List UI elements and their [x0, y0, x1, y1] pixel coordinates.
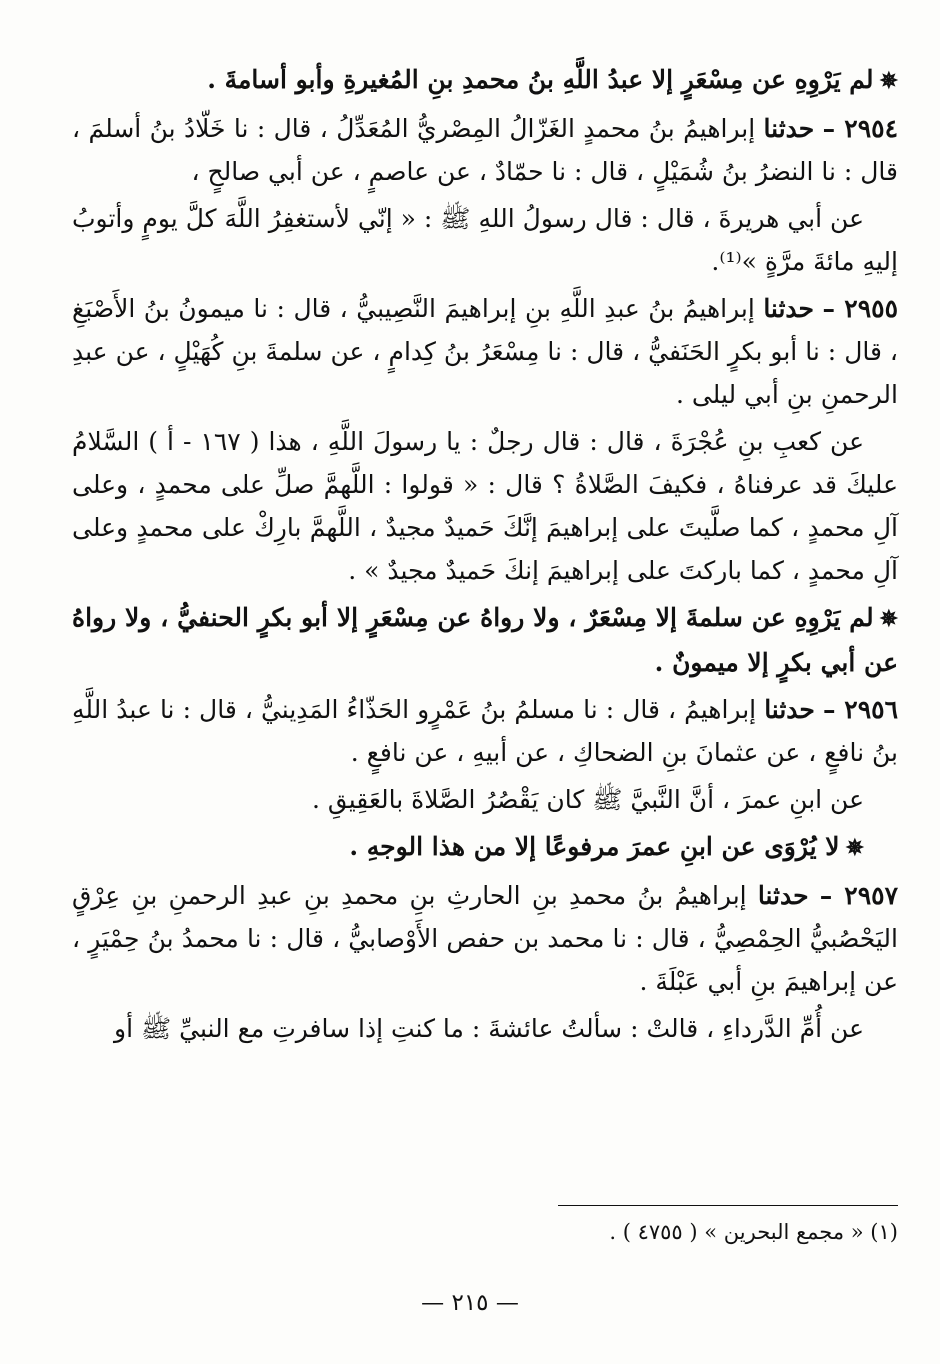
hadith-2957: ٢٩٥٧ – حدثنا إبراهيمُ بنُ محمدِ بنِ الحارثِ بنِ محمدِ بنِ عبدِ الرحمنِ بنِ عِرْقٍ اليَحْصُبيُّ الحِمْصِيُّ ، قال : نا محمد بن حفص الأَوْصابيُّ ، قال : نا محمدُ بنُ حِمْيَرٍ ، عن إبراهيمَ بنِ أبي عَبْلَةَ . — [72, 881, 898, 996]
star-icon: ✵ — [845, 835, 864, 861]
hadith-2955: ٢٩٥٥ – حدثنا إبراهيمُ بنُ عبدِ اللَّهِ بنِ إبراهيمَ النَّصِيبيُّ ، قال : نا ميمونُ بنُ الأَصْبَغِ ، قال : نا أبو بكرٍ الحَنَفيُّ ، قال : نا مِسْعَرُ بنُ كِدامٍ ، عن سلمةَ بنِ كُهَيْلٍ ، عن عبدِ الرحمنِ بنِ أبي ليلى . — [72, 294, 899, 409]
star-icon: ✵ — [879, 606, 898, 632]
hadith-2955-matn: عن كعبِ بنِ عُجْرَةَ ، قال : قال رجلٌ : يا رسولَ اللَّهِ ، هذا ( ١٦٧ - أ ) السَّلامُ عليكَ قد عرفناهُ ، فكيفَ الصَّلاةُ ؟ قال : « قولوا : اللَّهمَّ صلِّ على محمدٍ ، وعلى آلِ محمدٍ ، كما صلَّيتَ على إبراهيمَ إنَّكَ حَميدٌ مجيدٌ ، اللَّهمَّ بارِكْ على محمدٍ وعلى آلِ محمدٍ ، كما باركتَ على إبراهيمَ إنكَ حَميدٌ مجيدٌ » . — [72, 427, 898, 585]
footnote: (١) « مجمع البحرين » ( ٤٧٥٥ ) . — [609, 1220, 898, 1244]
footnote-divider — [558, 1205, 898, 1206]
hadith-2956: ٢٩٥٦ – حدثنا إبراهيمُ ، قال : نا مسلمُ بنُ عَمْرٍو الحَذّاءُ المَدِينيُّ ، قال : نا عبدُ اللَّهِ بنُ نافعٍ ، عن عثمانَ بنِ الضحاكِ ، عن أبيهِ ، عن نافعٍ . — [72, 695, 898, 767]
page-number: — ٢١٥ — — [421, 1290, 519, 1316]
note-1: ✵لم يَرْوِهِ عن مِسْعَرٍ إلا عبدُ اللَّهِ بنُ محمدِ بنِ المُغيرةِ وأبو أسامةَ . — [207, 65, 898, 94]
hadith-2954: ٢٩٥٤ – حدثنا إبراهيمُ بنُ محمدٍ الغَزّالُ المِصْريُّ المُعَدِّلُ ، قال : نا خَلّادُ بنُ أسلمَ ، قال : نا النضرُ بنُ شُمَيْلٍ ، قال : نا حمّادٌ ، عن عاصمٍ ، عن أبي صالحٍ ، — [72, 114, 898, 186]
hadith-2956-matn: عن ابنِ عمرَ ، أنَّ النَّبيَّ ﷺ كان يَقْصُرُ الصَّلاةَ بالعَقِيقِ . — [312, 785, 864, 814]
note-2: ✵لم يَرْوِهِ عن سلمةَ إلا مِسْعَرٌ ، ولا رواهُ عن مِسْعَرٍ إلا أبو بكرٍ الحنفيُّ ، ولا رواهُ عن أبي بكرٍ إلا ميمونٌ . — [72, 603, 898, 677]
hadith-2957-matn: عن أُمِّ الدَّرداءِ ، قالتْ : سألتُ عائشةَ : ما كنتِ إذا سافرتِ مع النبيِّ ﷺ أو — [114, 1014, 864, 1043]
star-icon: ✵ — [879, 68, 898, 94]
note-3: ✵لا يُرْوَى عن ابنِ عمرَ مرفوعًا إلا من هذا الوجهِ . — [349, 832, 864, 861]
hadith-2954-matn: عن أبي هريرةَ ، قال : قال رسولُ اللهِ ﷺ : « إنّي لأستغفِرُ اللَّهَ كلَّ يومٍ وأتوبُ إليهِ مائةَ مرَّةٍ »⁽¹⁾. — [72, 204, 898, 276]
